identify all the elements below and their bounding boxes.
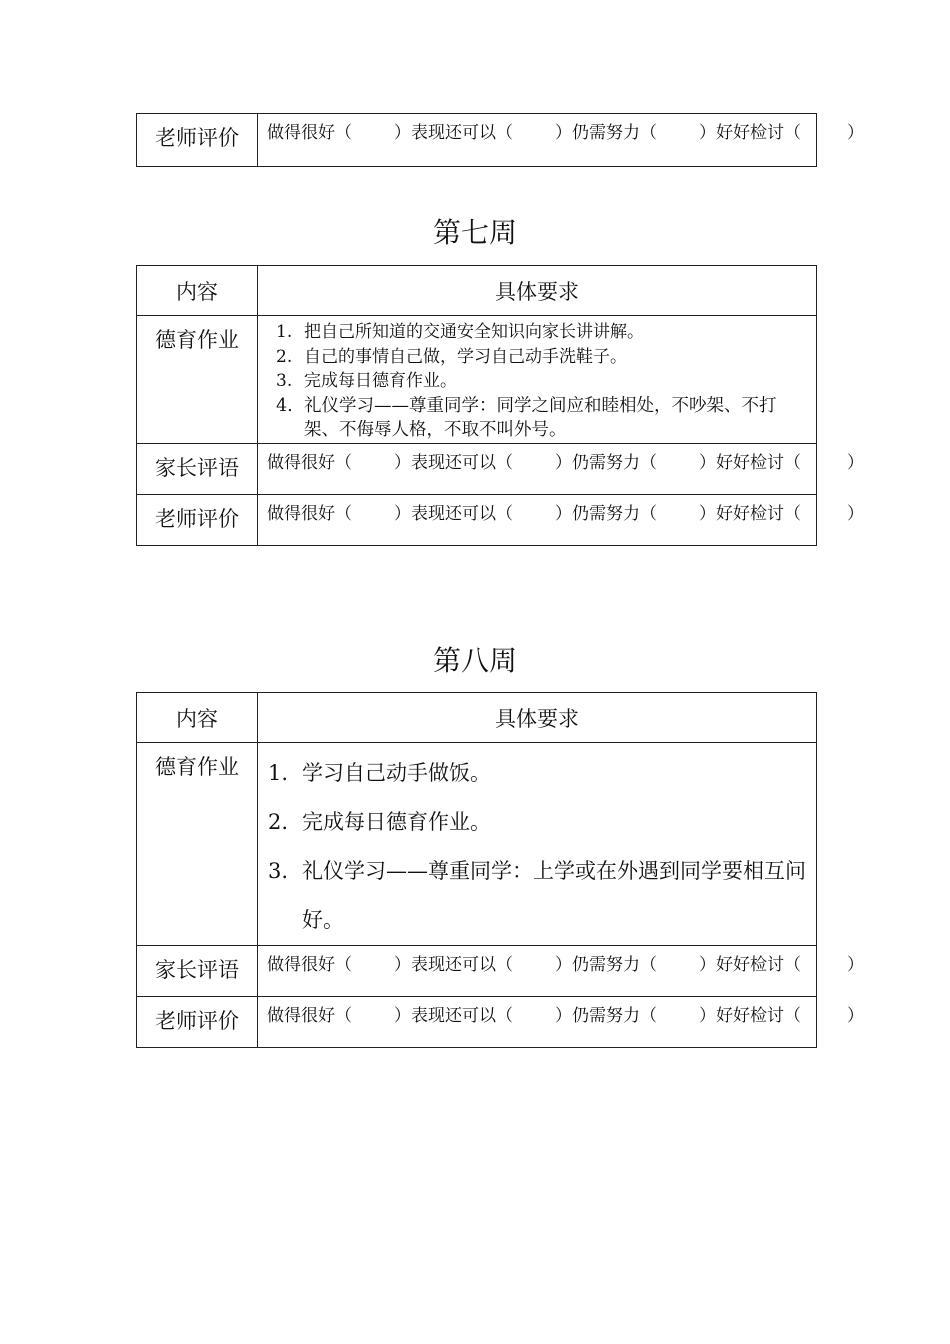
header-content: 内容 (137, 693, 258, 743)
list-item: 2. 自己的事情自己做，学习自己动手洗鞋子。 (276, 346, 627, 367)
header-content: 内容 (137, 266, 258, 316)
parent-row (137, 946, 817, 997)
teacher-row (137, 997, 817, 1048)
list-item: 1. 把自己所知道的交通安全知识向家长讲讲解。 (276, 322, 644, 342)
week7-title: 第七周 (432, 216, 517, 249)
row-label: 德育作业 (137, 316, 258, 444)
table-header-row (137, 693, 817, 743)
row-label: 家长评语 (137, 443, 258, 494)
week8-table (136, 692, 864, 1048)
list-item: 1. 学习自己动手做饭。 (268, 761, 491, 785)
parent-row (137, 443, 817, 494)
week7-table (136, 265, 864, 546)
option-close: ） (847, 123, 864, 143)
row-label: 家长评语 (137, 946, 258, 997)
list-item: 4. 礼仪学习——尊重同学：同学之间应和睦相处，不吵架、不打架、不侮辱人格，不取不叫外号。 (276, 395, 777, 440)
row-label: 老师评价 (137, 494, 258, 545)
moral-row (137, 743, 817, 946)
table-header-row (137, 266, 817, 316)
row-label: 老师评价 (137, 997, 258, 1048)
moral-items (258, 316, 817, 444)
teacher-row (137, 494, 817, 545)
option-good: 做得很好（ (267, 123, 352, 143)
moral-row (137, 316, 817, 444)
list-item: 3. 礼仪学习——尊重同学：上学或在外遇到同学要相互问好。 (268, 859, 806, 932)
header-requirements: 具体要求 (258, 693, 817, 743)
row-label: 德育作业 (137, 743, 258, 946)
week8-title: 第八周 (432, 644, 517, 677)
rating-options: 做得很好（ ）表现还可以（ ）仍需努力（ ）好好检讨（ ） (258, 494, 817, 545)
rating-options: 做得很好（ ）表现还可以（ ）仍需努力（ ）好好检讨（ ） (258, 946, 817, 997)
rating-options: 做得很好（ ）表现还可以（ ）仍需努力（ ）好好检讨（ ） (258, 443, 817, 494)
row-label: 老师评价 (137, 114, 258, 167)
header-requirements: 具体要求 (258, 266, 817, 316)
rating-options: 做得很好（ ）表现还可以（ ）仍需努力（ ）好好检讨（ ） (258, 997, 817, 1048)
rating-options (258, 114, 864, 167)
option-reflect: ）好好检讨（ (699, 123, 801, 143)
list-item: 2. 完成每日德育作业。 (268, 810, 491, 834)
list-item: 3. 完成每日德育作业。 (276, 371, 457, 391)
option-ok: ）表现还可以（ (394, 123, 513, 143)
top-evaluation-table (136, 113, 864, 167)
moral-items (258, 743, 817, 946)
option-needs-effort: ）仍需努力（ (555, 123, 657, 143)
